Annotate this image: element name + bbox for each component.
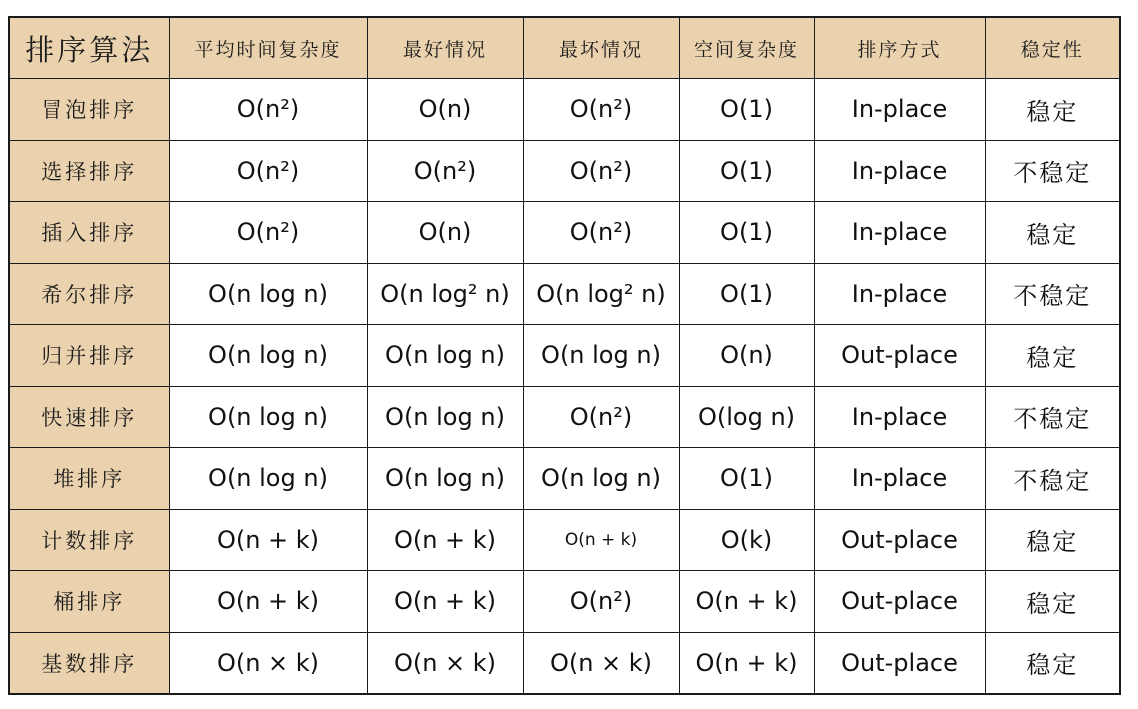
algorithm-name: 插入排序 — [9, 202, 169, 264]
method-cell: Out-place — [814, 632, 985, 694]
method-cell: In-place — [814, 448, 985, 510]
worst-case-cell: O(n²) — [523, 79, 679, 141]
average-time-cell: O(n + k) — [169, 509, 367, 571]
table-row — [9, 202, 1120, 264]
header-best-case: 最好情况 — [367, 17, 523, 79]
worst-case-cell: O(n²) — [523, 140, 679, 202]
table-row — [9, 140, 1120, 202]
space-cell: O(n) — [679, 325, 814, 387]
stability-cell: 不稳定 — [985, 386, 1120, 448]
worst-case-cell: O(n + k) — [523, 509, 679, 571]
average-time-cell: O(n log n) — [169, 448, 367, 510]
table-row — [9, 632, 1120, 694]
header-worst-case: 最坏情况 — [523, 17, 679, 79]
stability-cell: 稳定 — [985, 509, 1120, 571]
header-method: 排序方式 — [814, 17, 985, 79]
method-cell: In-place — [814, 386, 985, 448]
space-cell: O(1) — [679, 448, 814, 510]
header-average-time: 平均时间复杂度 — [169, 17, 367, 79]
worst-case-cell: O(n log n) — [523, 448, 679, 510]
method-cell: Out-place — [814, 325, 985, 387]
table-row — [9, 263, 1120, 325]
average-time-cell: O(n log n) — [169, 386, 367, 448]
space-cell: O(1) — [679, 79, 814, 141]
table-row — [9, 571, 1120, 633]
header-stability: 稳定性 — [985, 17, 1120, 79]
space-cell: O(n + k) — [679, 571, 814, 633]
best-case-cell: O(n²) — [367, 140, 523, 202]
method-cell: In-place — [814, 202, 985, 264]
stability-cell: 稳定 — [985, 79, 1120, 141]
algorithm-name: 堆排序 — [9, 448, 169, 510]
worst-case-cell: O(n²) — [523, 571, 679, 633]
method-cell: Out-place — [814, 509, 985, 571]
space-cell: O(1) — [679, 140, 814, 202]
header-algorithm: 排序算法 — [9, 17, 169, 79]
algorithm-name: 希尔排序 — [9, 263, 169, 325]
best-case-cell: O(n log n) — [367, 386, 523, 448]
stability-cell: 稳定 — [985, 632, 1120, 694]
worst-case-cell: O(n²) — [523, 386, 679, 448]
table-row — [9, 448, 1120, 510]
best-case-cell: O(n + k) — [367, 509, 523, 571]
algorithm-name: 基数排序 — [9, 632, 169, 694]
space-cell: O(log n) — [679, 386, 814, 448]
best-case-cell: O(n log n) — [367, 325, 523, 387]
best-case-cell: O(n) — [367, 79, 523, 141]
method-cell: In-place — [814, 263, 985, 325]
average-time-cell: O(n log n) — [169, 325, 367, 387]
stability-cell: 稳定 — [985, 202, 1120, 264]
algorithm-name: 归并排序 — [9, 325, 169, 387]
stability-cell: 稳定 — [985, 325, 1120, 387]
worst-case-cell: O(n log² n) — [523, 263, 679, 325]
worst-case-cell: O(n log n) — [523, 325, 679, 387]
header-row — [9, 17, 1120, 79]
method-cell: Out-place — [814, 571, 985, 633]
header-space: 空间复杂度 — [679, 17, 814, 79]
space-cell: O(1) — [679, 202, 814, 264]
sorting-algorithms-table — [8, 16, 1121, 695]
stability-cell: 不稳定 — [985, 448, 1120, 510]
table-row — [9, 325, 1120, 387]
space-cell: O(k) — [679, 509, 814, 571]
method-cell: In-place — [814, 140, 985, 202]
space-cell: O(n + k) — [679, 632, 814, 694]
table-row — [9, 509, 1120, 571]
average-time-cell: O(n + k) — [169, 571, 367, 633]
method-cell: In-place — [814, 79, 985, 141]
stability-cell: 稳定 — [985, 571, 1120, 633]
worst-case-cell: O(n²) — [523, 202, 679, 264]
table-row — [9, 79, 1120, 141]
stability-cell: 不稳定 — [985, 263, 1120, 325]
average-time-cell: O(n × k) — [169, 632, 367, 694]
algorithm-name: 冒泡排序 — [9, 79, 169, 141]
average-time-cell: O(n²) — [169, 140, 367, 202]
algorithm-name: 计数排序 — [9, 509, 169, 571]
average-time-cell: O(n log n) — [169, 263, 367, 325]
average-time-cell: O(n²) — [169, 79, 367, 141]
best-case-cell: O(n log n) — [367, 448, 523, 510]
worst-case-cell: O(n × k) — [523, 632, 679, 694]
average-time-cell: O(n²) — [169, 202, 367, 264]
best-case-cell: O(n log² n) — [367, 263, 523, 325]
table-row — [9, 386, 1120, 448]
algorithm-name: 桶排序 — [9, 571, 169, 633]
space-cell: O(1) — [679, 263, 814, 325]
best-case-cell: O(n × k) — [367, 632, 523, 694]
algorithm-name: 选择排序 — [9, 140, 169, 202]
best-case-cell: O(n) — [367, 202, 523, 264]
best-case-cell: O(n + k) — [367, 571, 523, 633]
stability-cell: 不稳定 — [985, 140, 1120, 202]
algorithm-name: 快速排序 — [9, 386, 169, 448]
